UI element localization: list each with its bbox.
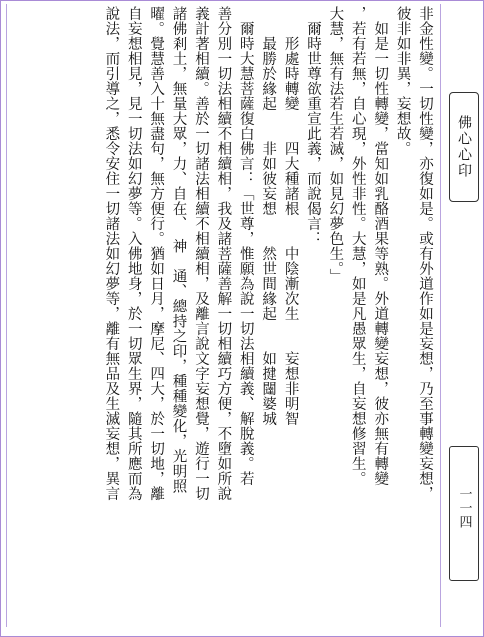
text-line-9: 爾時大慧菩薩復白佛言：「世尊，惟願為說一切法相續義、解脫義。若 [237, 6, 254, 486]
text-line-14: 自妄想相見，見一切法如幻夢等。入佛地身，於一切眾生界，隨其所應而為 [125, 6, 142, 501]
text-line-5: 大慧，無有法若生若滅，如見幻夢色生。」 [327, 6, 344, 284]
text-line-10: 善分別一切法相續不相續相，我及諸菩薩善解一切相續巧方便，不墮如所說 [215, 6, 232, 501]
text-line-1: 非金性變。一切性變，亦復如是。或有外道作如是妄想，乃至事轉變妄想， [417, 6, 433, 501]
page-number-tab [449, 446, 479, 581]
text-line-6: 爾時世尊欲重宣此義，而說偈言： [304, 6, 321, 246]
text-line-4: ，若有若無，自心現，外性非性。大慧，如是凡愚眾生，自妄想修習生。 [349, 6, 366, 486]
verse-line-2: 最勝於緣起 非如彼妄想 然世間緣起 如揵闥婆城 [260, 6, 277, 426]
side-margin [442, 0, 484, 637]
text-line-12: 諸佛剎土，無量大眾，力、自在、 神 通、總持之印，種種變化，光明照 [170, 6, 187, 494]
page-number: 一一四 [456, 487, 472, 529]
verse-line-1: 形處時轉變 四大種諸根 中陰漸次生 妄想非明智 [282, 6, 299, 426]
text-line-3: 如是一切性轉變，當知如乳酪酒果等熟。外道轉變妄想，彼亦無有轉變 [372, 6, 389, 486]
frame-rule-left [6, 4, 7, 627]
text-line-2: 彼非如非異，妄想故。 [394, 6, 411, 156]
text-line-15: 說法，而引導之，悉令安住一切諸法如幻夢等，離有無品及生滅妄想，異言 [103, 6, 120, 501]
text-line-11: 義計著相續。善於一切諸法相續不相續相，及離言說文字妄想覺，遊行一切 [192, 6, 209, 501]
section-title: 佛心心印 [456, 115, 472, 179]
section-title-tab [449, 92, 479, 202]
frame-rule-right [440, 4, 441, 627]
text-line-13: 曜。覺慧善入十無盡句，無方便行。猶如日月，摩尼、四大，於一切地，離 [148, 6, 165, 501]
vertical-text-body [10, 6, 436, 622]
